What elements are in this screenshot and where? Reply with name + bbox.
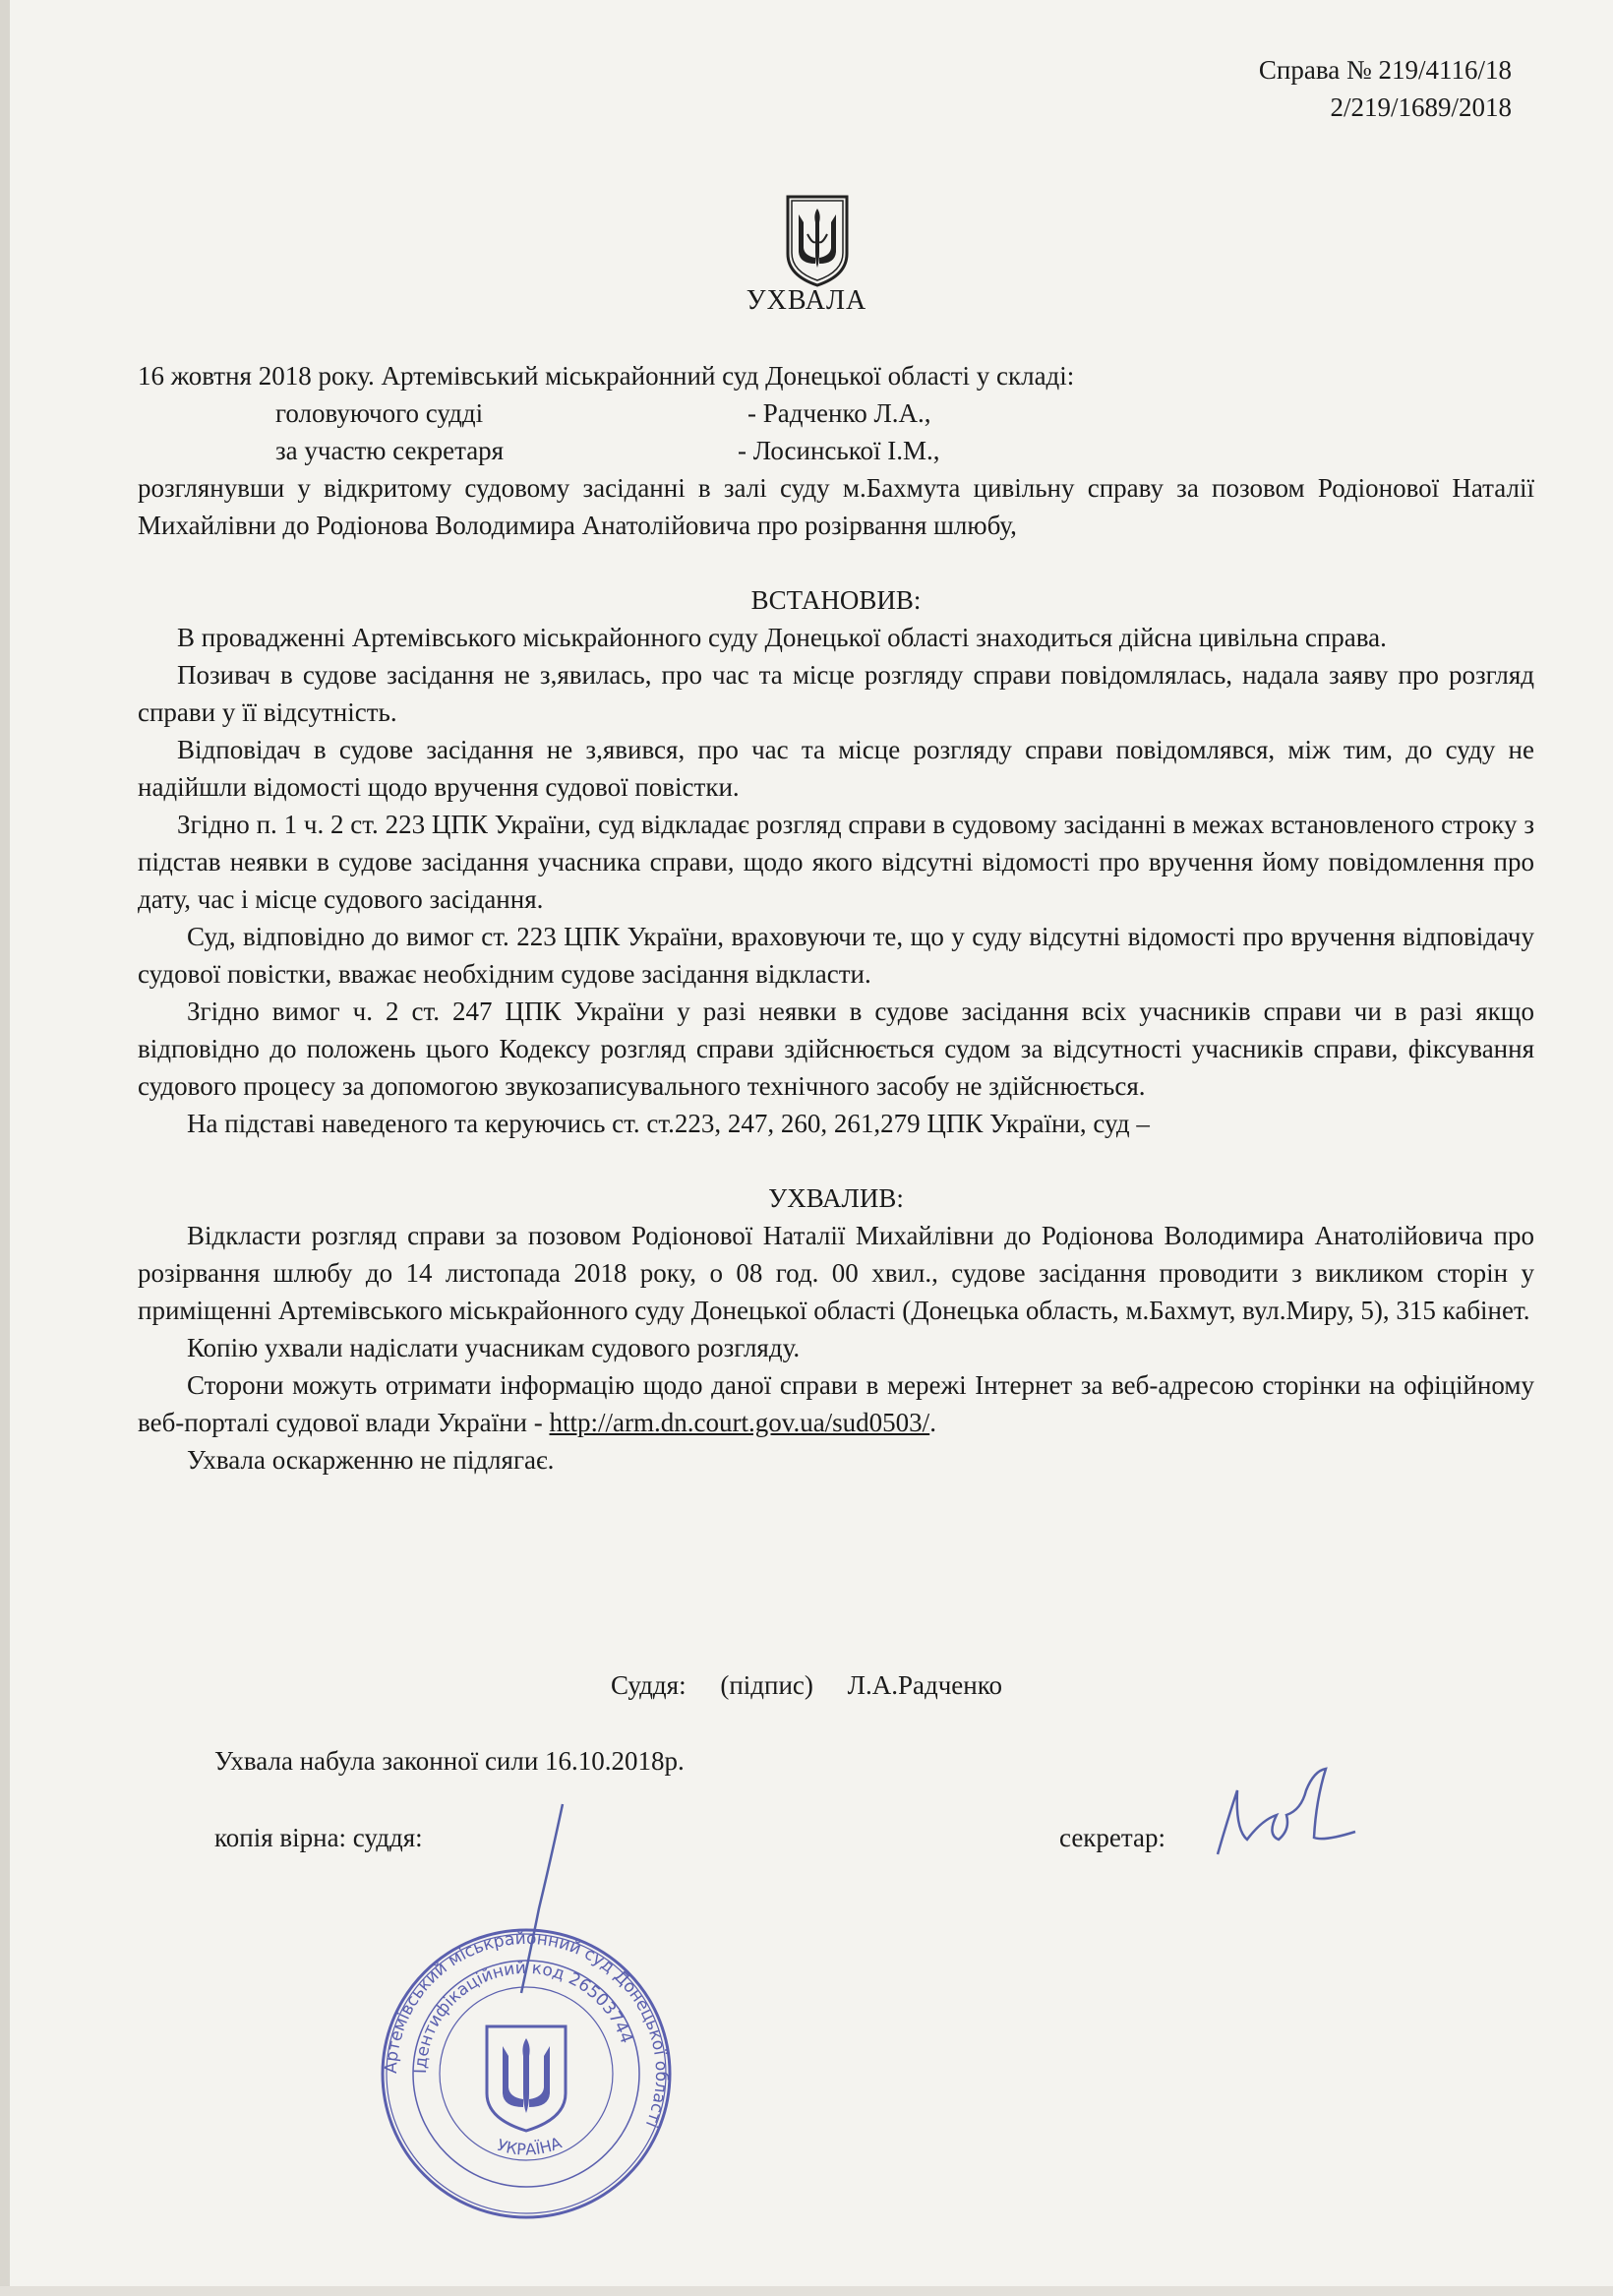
established-paragraph: Відповідач в судове засідання не з,явився, про час та місце розгляду справи повідомлявся, між тим, до суду не надійшли відомості щодо вручення судової повістки.	[138, 735, 1534, 802]
considered-paragraph: розглянувши у відкритому судовому засіданні в залі суду м.Бахмута цивільну справу за позовом Родіонової Наталії Михайлівни до Родіонова Володимира Анатолійовича про розірвання шлюбу,	[138, 473, 1534, 540]
ruled-web-text: Сторони можуть отримати інформацію щодо даної справи в мережі Інтернет за веб-адресою сторінки на офіційному веб-порталі судової влади України -	[138, 1370, 1534, 1437]
judge-signature-line	[0, 1670, 1613, 1701]
established-paragraph: Позивач в судове засідання не з,явилась, про час та місце розгляду справи повідомлялась, надала заяву про розгляд справи у її відсутність.	[138, 660, 1534, 727]
judge-name: Л.А.Радченко	[847, 1670, 1002, 1700]
ruled-paragraph-web	[138, 1366, 1534, 1441]
presiding-judge-label: головуючого судді	[275, 398, 484, 428]
seal-outer-text: Артемівський міськрайонний суд Донецької області	[381, 1928, 672, 2131]
secretary-value: - Лосинської І.М.,	[738, 436, 940, 465]
document-title: УХВАЛА	[746, 285, 867, 316]
intro-date-court: 16 жовтня 2018 року. Артемівський міськрайонний суд Донецької області у складі:	[138, 361, 1075, 391]
established-paragraph: Згідно п. 1 ч. 2 ст. 223 ЦПК України, суд відкладає розгляд справи в судовому засіданні в межах встановленого строку з підстав неявки в судове засідання учасника справи, щодо якого відсутні відомості про вручення йому повідомлення про дату, час і місце судового засідання.	[138, 810, 1534, 914]
signed-mark: (підпис)	[720, 1670, 813, 1700]
trident-emblem-icon	[783, 193, 852, 287]
case-number	[1259, 51, 1512, 126]
established-paragraph: Згідно вимог ч. 2 ст. 247 ЦПК України у разі неявки в судове засідання всіх учасників справи чи в разі якщо відповідно до положень цього Кодексу розгляд справи здійснюється судом за відсутності учасників справи, фіксування судового процесу за допомогою звукозаписувального технічного засобу не здійснюється.	[138, 997, 1534, 1101]
ruled-paragraph: Ухвала оскарженню не підлягає.	[187, 1445, 555, 1475]
secretary-signature-label: секретар:	[1059, 1823, 1166, 1852]
case-number-line1: Справа № 219/4116/18	[1258, 55, 1512, 85]
court-website-link[interactable]: http://arm.dn.court.gov.ua/sud0503/	[549, 1408, 930, 1437]
seal-bottom-text: УКРАЇНА	[495, 2133, 565, 2159]
seal-trident-icon	[487, 2026, 566, 2131]
in-force-note: Ухвала набула законної сили 16.10.2018р.	[214, 1746, 685, 1776]
presiding-judge-row	[0, 394, 1534, 432]
seal-inner-text: Ідентифікаційний код 26503744	[410, 1958, 636, 2075]
copy-certified-label: копія вірна: суддя:	[214, 1823, 423, 1852]
judge-label: Суддя:	[611, 1670, 687, 1700]
scan-edge-left	[0, 0, 10, 2296]
ruled-paragraph: Копію ухвали надіслати учасникам судового розгляду.	[187, 1333, 801, 1362]
secretary-label: за участю секретаря	[275, 436, 505, 465]
established-paragraph: В провадженні Артемівського міськрайонного суду Донецької області знаходиться дійсна цивільна справа.	[177, 623, 1387, 652]
presiding-judge-value: - Радченко Л.А.,	[747, 398, 931, 428]
secretary-handwritten-signature	[1208, 1761, 1365, 1869]
established-paragraph: На підставі наведеного та керуючись ст. ст.223, 247, 260, 261,279 ЦПК України, суд –	[187, 1109, 1150, 1138]
established-paragraph: Суд, відповідно до вимог ст. 223 ЦПК України, враховуючи те, що у суду відсутні відомості про вручення відповідачу судової повістки, вважає необхідним судове засідання відкласти.	[138, 922, 1534, 989]
court-seal-stamp	[374, 1926, 679, 2221]
secretary-row	[0, 432, 1534, 469]
ruled-paragraph: Відкласти розгляд справи за позовом Родіонової Наталії Михайлівни до Родіонова Володимира Анатолійовича про розірвання шлюбу до 14 листопада 2018 року, о 08 год. 00 хвил., судове засідання проводити з викликом сторін у приміщенні Артемівського міськрайонного суду Донецької області (Донецька область, м.Бахмут, вул.Миру, 5), 315 кабінет.	[138, 1221, 1534, 1325]
ruled-web-end: .	[929, 1408, 936, 1437]
established-heading: ВСТАНОВИВ:	[750, 585, 922, 615]
document-body	[138, 357, 1534, 1479]
scan-edge-bottom	[0, 2286, 1613, 2296]
case-number-line2: 2/219/1689/2018	[1330, 92, 1512, 122]
ruled-heading: УХВАЛИВ:	[768, 1183, 904, 1213]
